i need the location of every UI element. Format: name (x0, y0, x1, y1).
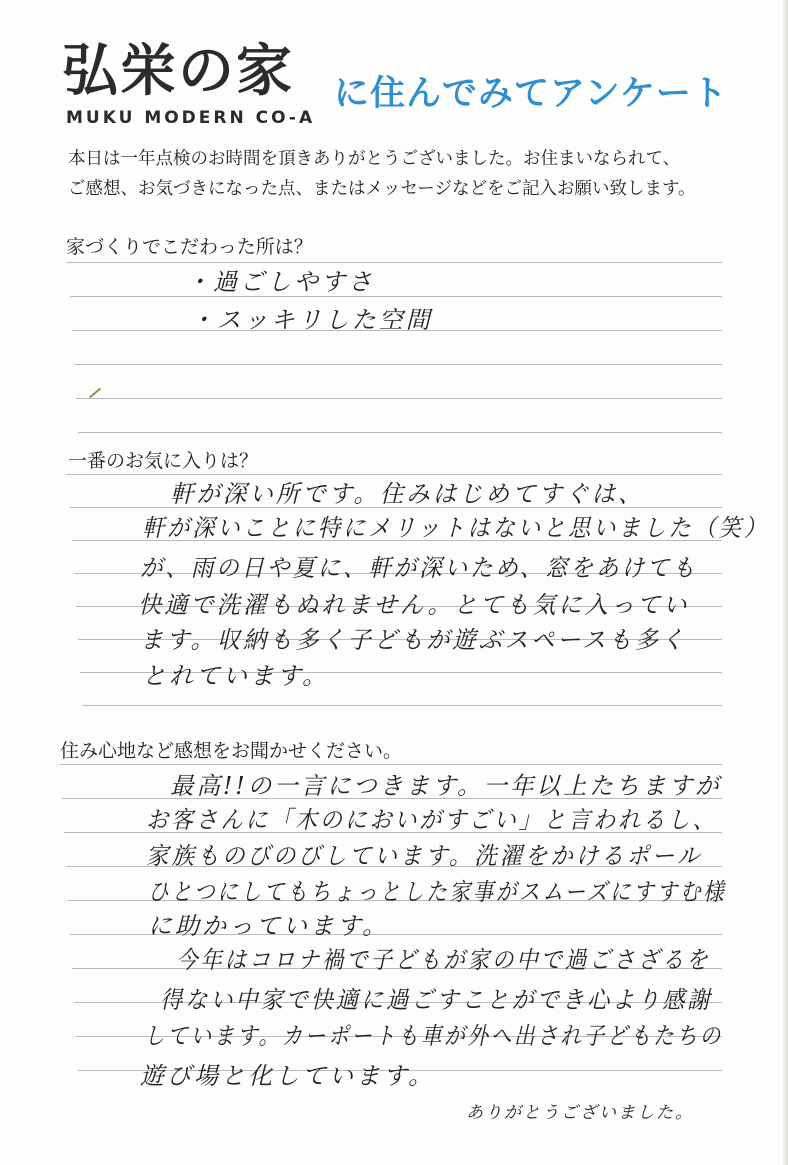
q3-answer-line: 得ない中家で快適に過ごすことができ心より感謝 (160, 986, 713, 1014)
question-1: 家づくりでこだわった所は？ (66, 236, 313, 258)
q2-answer-line: ます。収納も多く子どもが遊ぶスペースも多く (140, 626, 687, 654)
q2-answer-line: 快適で洗濯もぬれません。とても気に入ってい (138, 591, 690, 619)
intro-text (68, 144, 728, 204)
closing-note: ありがとうございました。 (466, 1103, 694, 1123)
intro-line-1: 本日は一年点検のお時間を頂きありがとうございました。お住まいなられて、 (68, 149, 681, 169)
q3-answer-line: 遊び場と化しています。 (140, 1062, 436, 1090)
q2-answer-line: 軒が深いことに特にメリットはないと思いました（笑） (142, 514, 769, 542)
pen-mark (89, 388, 101, 399)
answer-rule (82, 705, 722, 706)
answer-rule (60, 764, 722, 765)
brand-logo-subtitle: MUKU MODERN CO-A (66, 108, 316, 128)
q3-answer-line: 最高!!の一言につきます。一年以上たちますが (170, 772, 722, 800)
q3-answer-line: 家族ものびのびしています。洗濯をかけるポール (146, 842, 703, 870)
q3-answer-line: に助かっています。 (148, 912, 390, 940)
q3-answer-line: 今年はコロナ禍で子どもが家の中で過ごさざるを (176, 946, 711, 974)
q2-answer-line: とれています。 (142, 662, 330, 690)
answer-rule (74, 364, 722, 365)
q3-answer-line: お客さんに「木のにおいがすごい」と言われるし、 (146, 806, 718, 834)
q1-answer-line: ・スッキリした空間 (190, 306, 433, 334)
question-3: 住み心地など感想をお聞かせください。 (60, 740, 403, 762)
survey-headline: に住んでみてアンケート (334, 74, 728, 114)
paper-edge-shadow (782, 0, 788, 1165)
question-2: 一番のお気に入りは？ (68, 450, 259, 472)
answer-rule (70, 296, 722, 297)
intro-line-2: ご感想、お気づきになった点、またはメッセージなどをご記入お願い致します。 (68, 179, 696, 199)
q1-answer-line: ・過ごしやすさ (186, 268, 375, 296)
brand-logo-title: 弘栄の家 (62, 39, 294, 104)
q3-answer-line: しています。カーポートも車が外へ出され子どもたちの (144, 1022, 723, 1050)
q2-answer-line: が、雨の日や夏に、軒が深いため、窓をあけても (140, 554, 698, 582)
answer-rule (78, 432, 722, 433)
q3-answer-line: ひとつにしてもちょっとした家事がスムーズにすすむ様 (148, 878, 727, 906)
q2-answer-line: 軒が深い所です。住みはじめてすぐは、 (170, 480, 645, 508)
answer-rule (66, 262, 722, 263)
answer-rule (76, 398, 722, 399)
